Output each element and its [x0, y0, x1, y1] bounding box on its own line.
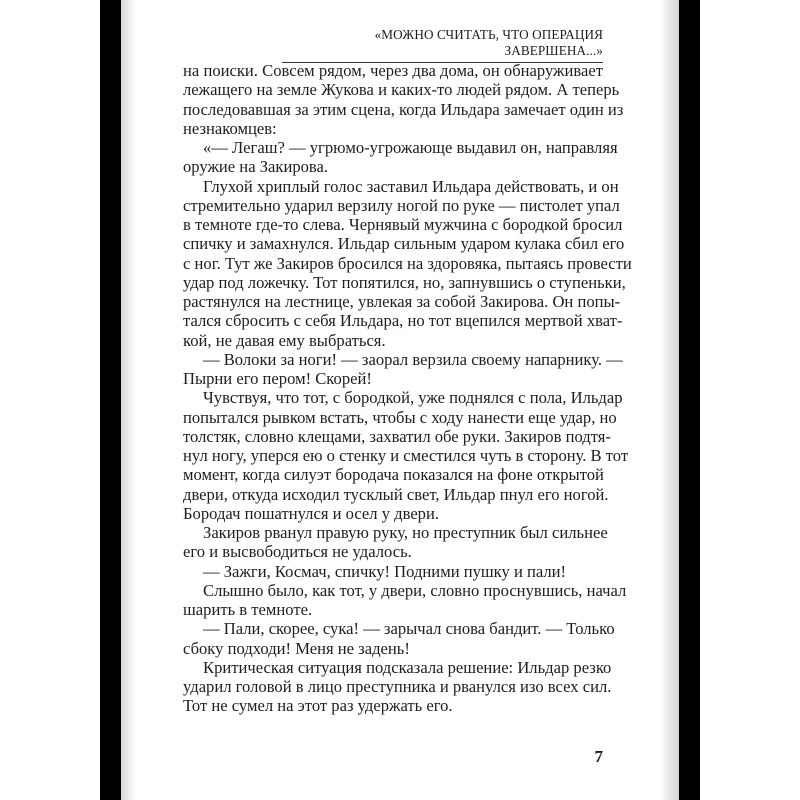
- paragraph: [183, 657, 612, 716]
- text-line: тался сбросить с себя Ильдара, но тот вцепился мертвой хват-: [183, 311, 623, 331]
- text-line: «— Легаш? — угрюмо-угрожающе выдавил он, направляя: [203, 138, 618, 157]
- text-line: нул ногу, уперся ею о стенку и сместился чуть в сторону. В тот: [183, 446, 629, 465]
- text-line: удар под ложечку. Тот попятился, но, запнувшись о ступеньки,: [183, 272, 626, 292]
- paragraph: [183, 349, 623, 389]
- text-line: Чувствуя, что тот, с бородкой, уже поднялся с пола, Ильдар: [203, 388, 623, 408]
- page-body-text: [183, 61, 632, 716]
- text-line: Закиров рванул правую руку, но преступник был сильнее: [203, 523, 608, 542]
- page-number: 7: [594, 747, 603, 766]
- paragraph: [183, 176, 632, 350]
- text-line: — Зажги, Космач, спичку! Подними пушку и пали!: [203, 561, 567, 581]
- text-line: в темноте где-то слева. Чернявый мужчина с бородкой бросил: [183, 215, 623, 234]
- left-black-border: [100, 0, 121, 800]
- text-line: его и высвободиться не удалось.: [183, 542, 412, 562]
- paragraph: [183, 580, 627, 620]
- paragraph: [183, 138, 618, 177]
- text-line: на поиски. Совсем рядом, через два дома, он обнаруживает: [183, 61, 603, 80]
- text-line: момент, когда силуэт бородача показался на фоне открытой: [183, 465, 604, 485]
- text-line: — Волоки за ноги! — заорал верзила своему напарнику. —: [203, 349, 623, 369]
- text-line: толстяк, словно клещами, захватил обе руки. Закиров подтя-: [183, 426, 611, 446]
- paragraph: [183, 562, 603, 581]
- text-line: Пырни его пером! Скорей!: [183, 369, 372, 388]
- text-line: спичку и замахнулся. Ильдар сильным ударом кулака сбил его: [183, 234, 625, 254]
- text-line: стремительно ударил верзилу ногой по руке — пистолет упал: [183, 195, 620, 215]
- text-line: — Пали, скорее, сука! — зарычал снова бандит. — Только: [203, 619, 615, 639]
- paragraph: [183, 388, 629, 523]
- text-line: с ног. Тут же Закиров бросился на здоровяка, пытаясь провести: [183, 253, 632, 273]
- text-line: шарить в темноте.: [183, 600, 313, 619]
- text-line: Критическая ситуация подсказала решение: Ильдар резко: [203, 657, 612, 677]
- paragraph: [183, 619, 615, 658]
- text-line: попытался рывком встать, чтобы с ходу нанести еще удар, но: [183, 407, 617, 427]
- text-line: незнакомцев:: [183, 118, 277, 138]
- running-header: «МОЖНО СЧИТАТЬ, ЧТО ОПЕРАЦИЯ ЗАВЕРШЕНА...»: [282, 27, 603, 63]
- right-black-border: [679, 0, 700, 800]
- text-line: Тот не сумел на этот раз удержать его.: [183, 696, 453, 716]
- text-line: ударил головой в лицо преступника и рванулся изо всех сил.: [183, 677, 612, 696]
- text-line: Слышно было, как тот, у двери, словно проснувшись, начал: [203, 580, 627, 600]
- text-line: кой, не давая ему выбраться.: [183, 330, 386, 350]
- paragraph: [183, 523, 608, 562]
- paragraph: [183, 61, 624, 138]
- text-line: оружие на Закирова.: [183, 157, 329, 177]
- text-line: сбоку подходи! Меня не задень!: [183, 638, 410, 658]
- text-line: последовавшая за этим сцена, когда Ильдара замечает один из: [183, 99, 624, 119]
- text-line: лежащего на земле Жукова и каких-то людей рядом. А теперь: [183, 80, 620, 100]
- text-line: двери, откуда исходил тусклый свет, Ильдар пнул его ногой.: [183, 484, 609, 504]
- text-line: растянулся на лестнице, увлекая за собой Закирова. Он попы-: [183, 292, 621, 311]
- text-line: Бородач пошатнулся и осел у двери.: [183, 503, 440, 523]
- text-line: Глухой хриплый голос заставил Ильдара действовать, и он: [203, 176, 619, 196]
